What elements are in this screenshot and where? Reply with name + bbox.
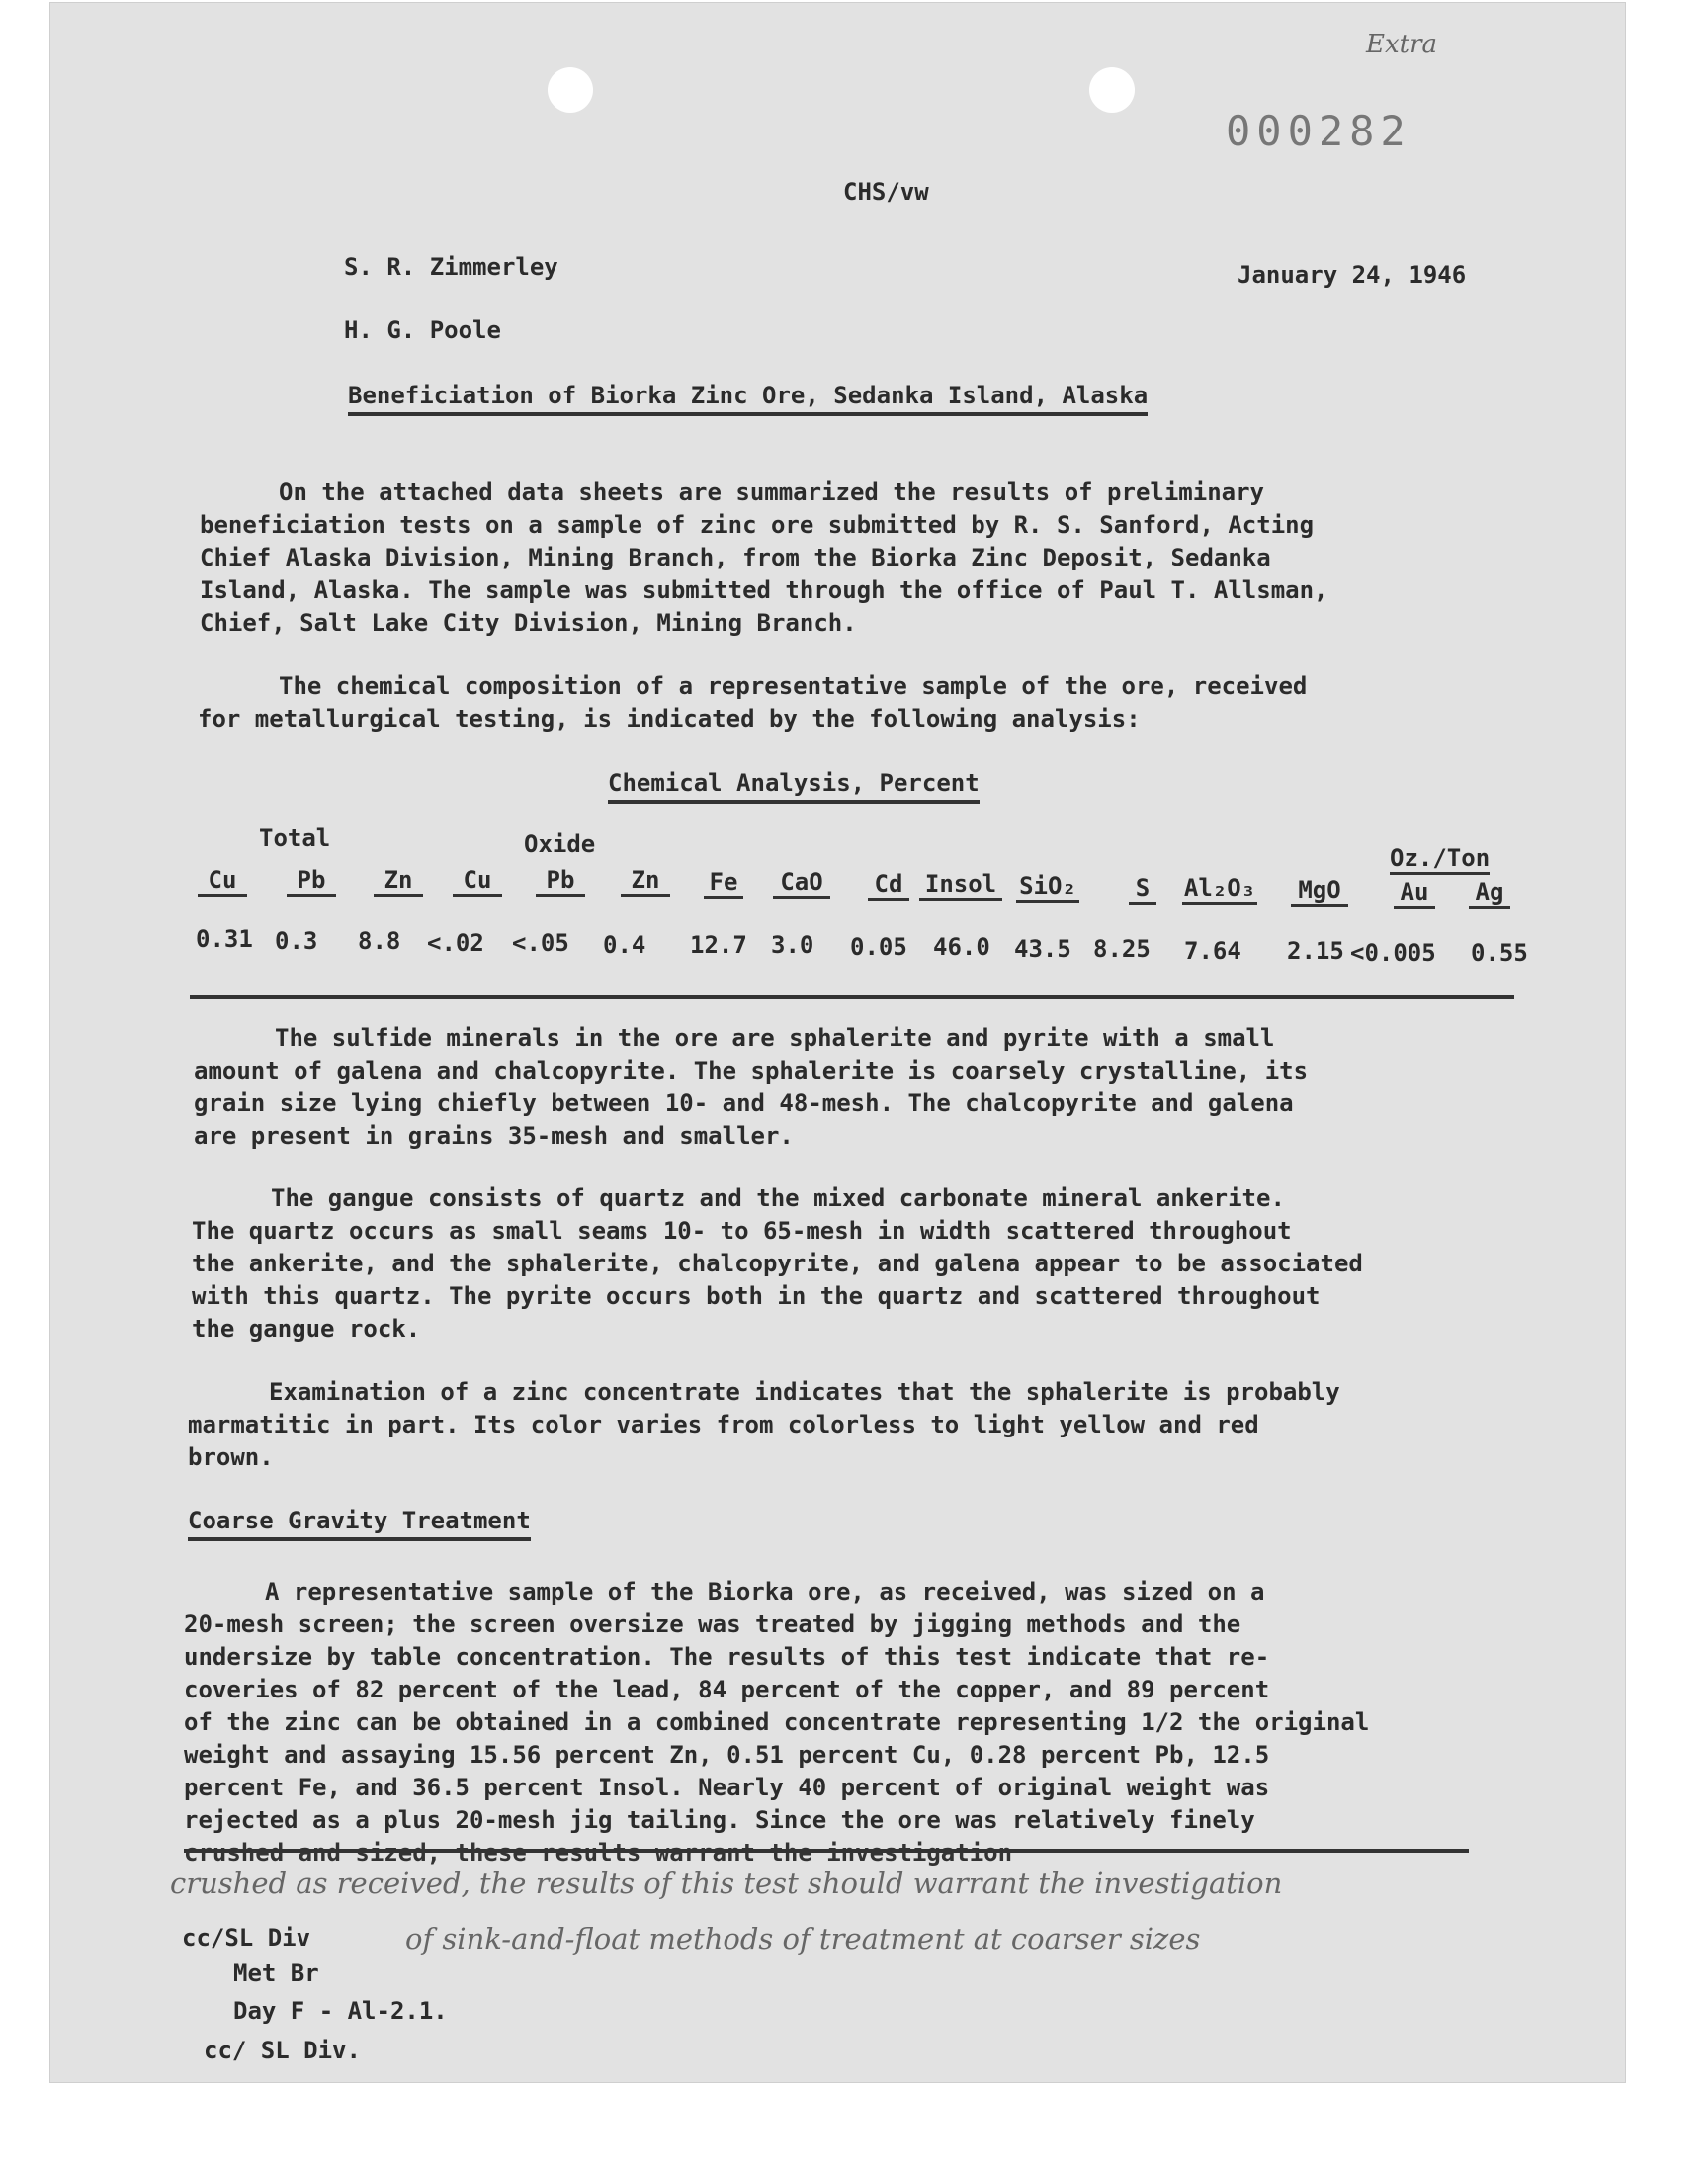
text-line: coveries of 82 percent of the lead, 84 percent of the copper, and 89 percent <box>184 1676 1270 1703</box>
table-rule <box>190 995 1514 999</box>
text-line: brown. <box>188 1443 274 1471</box>
header-cell: Cu <box>198 866 247 897</box>
cc-line-3: Day F - Al-2.1. <box>233 1997 448 2025</box>
text-line: amount of galena and chalcopyrite. The sphalerite is coarsely crystalline, its <box>194 1057 1309 1085</box>
text-line: the ankerite, and the sphalerite, chalcopyrite, and galena appear to be associated <box>192 1250 1363 1277</box>
group-total-label: Total <box>259 825 331 852</box>
text-line: The chemical composition of a representative sample of the ore, received <box>279 672 1308 700</box>
text-line: with this quartz. The pyrite occurs both in the quartz and scattered throughout <box>192 1282 1321 1310</box>
value-cell: 0.55 <box>1471 939 1528 967</box>
paragraph-gravity-treatment <box>184 1576 1369 1870</box>
header-cell: Au <box>1394 878 1435 909</box>
header-cell: Cd <box>868 870 909 901</box>
cc-line-2: Met Br <box>233 1959 319 1987</box>
value-cell: 3.0 <box>771 931 814 959</box>
header-cell: Cu <box>453 866 502 897</box>
document-number: 000282 <box>1226 107 1411 155</box>
header-cell: SiO₂ <box>1016 872 1079 903</box>
margin-note: Extra <box>1366 30 1438 59</box>
text-line: On the attached data sheets are summarized the results of preliminary <box>279 478 1264 506</box>
text-line: Chief Alaska Division, Mining Branch, from the Biorka Zinc Deposit, Sedanka <box>200 544 1271 571</box>
text-line: are present in grains 35-mesh and smaller. <box>194 1122 794 1150</box>
text-line: marmatitic in part. Its color varies from colorless to light yellow and red <box>188 1411 1259 1438</box>
text-line: of the zinc can be obtained in a combined concentrate representing 1/2 the original <box>184 1708 1370 1736</box>
header-cell: Zn <box>621 866 670 897</box>
value-cell: 0.05 <box>850 933 907 961</box>
value-cell: 8.25 <box>1093 935 1151 963</box>
cc-line-1: cc/SL Div <box>182 1924 311 1952</box>
value-cell: 0.4 <box>603 931 646 959</box>
header-cell: Pb <box>287 866 336 897</box>
value-cell: 43.5 <box>1014 935 1071 963</box>
punch-hole-right <box>1089 67 1135 113</box>
paragraph-zinc-concentrate <box>188 1376 1340 1474</box>
paragraph-sulfide-minerals <box>194 1022 1308 1153</box>
handwritten-line-1: crushed as received, the results of this test should warrant the investigation <box>170 1867 1283 1900</box>
text-line: A representative sample of the Biorka ore, as received, was sized on a <box>265 1578 1265 1606</box>
header-cell: Pb <box>536 866 585 897</box>
text-line: for metallurgical testing, is indicated by the following analysis: <box>198 705 1141 733</box>
text-line: Chief, Salt Lake City Division, Mining Branch. <box>200 609 857 637</box>
value-cell: 8.8 <box>358 927 401 955</box>
header-cell: Insol <box>919 870 1002 901</box>
text-line: beneficiation tests on a sample of zinc ore submitted by R. S. Sanford, Acting <box>200 511 1315 539</box>
header-cell: CaO <box>773 868 830 899</box>
punch-hole-left <box>548 67 593 113</box>
value-cell: <0.005 <box>1350 939 1436 967</box>
text-line: Examination of a zinc concentrate indicates that the sphalerite is probably <box>269 1378 1340 1406</box>
value-cell: 7.64 <box>1184 937 1241 965</box>
group-oxide-label: Oxide <box>524 830 596 858</box>
paragraph-composition <box>198 670 1307 736</box>
text-line: percent Fe, and 36.5 percent Insol. Nearly 40 percent of original weight was <box>184 1774 1270 1801</box>
memo-title: Beneficiation of Biorka Zinc Ore, Sedanka Island, Alaska <box>348 382 1148 416</box>
text-line: the gangue rock. <box>192 1315 421 1343</box>
initials: CHS/vw <box>843 178 929 206</box>
header-cell: Al₂O₃ <box>1182 874 1257 905</box>
header-cell: Ag <box>1469 878 1510 909</box>
text-line: rejected as a plus 20-mesh jig tailing. Since the ore was relatively finely <box>184 1806 1255 1834</box>
strikethrough-rule <box>184 1849 1469 1853</box>
section-heading: Coarse Gravity Treatment <box>188 1507 531 1541</box>
memo-date: January 24, 1946 <box>1238 261 1467 289</box>
from-name: S. R. Zimmerley <box>344 253 558 281</box>
value-cell: <.02 <box>427 929 484 957</box>
value-cell: 0.31 <box>196 925 253 953</box>
value-cell: 46.0 <box>933 933 990 961</box>
text-line: undersize by table concentration. The results of this test indicate that re- <box>184 1643 1270 1671</box>
analysis-title: Chemical Analysis, Percent <box>608 769 980 804</box>
text-line: grain size lying chiefly between 10- and 48-mesh. The chalcopyrite and galena <box>194 1089 1294 1117</box>
value-cell: 12.7 <box>690 931 747 959</box>
text-line: The gangue consists of quartz and the mixed carbonate mineral ankerite. <box>271 1184 1285 1212</box>
value-cell: 0.3 <box>275 927 318 955</box>
value-cell: <.05 <box>512 929 569 957</box>
value-cell: 2.15 <box>1287 937 1344 965</box>
header-cell: Zn <box>374 866 423 897</box>
to-name: H. G. Poole <box>344 316 501 344</box>
header-cell: MgO <box>1291 876 1348 907</box>
cc-line-4: cc/ SL Div. <box>204 2037 361 2064</box>
text-line: 20-mesh screen; the screen oversize was treated by jigging methods and the <box>184 1610 1241 1638</box>
text-line: The sulfide minerals in the ore are sphalerite and pyrite with a small <box>275 1024 1275 1052</box>
text-line: The quartz occurs as small seams 10- to 65-mesh in width scattered throughout <box>192 1217 1292 1245</box>
text-line: Island, Alaska. The sample was submitted through the office of Paul T. Allsman, <box>200 576 1328 604</box>
group-oz-label: Oz./Ton <box>1390 844 1490 875</box>
header-cell: Fe <box>704 868 743 899</box>
handwritten-line-2: of sink-and-float methods of treatment at coarser sizes <box>405 1922 1201 1956</box>
paragraph-gangue <box>192 1182 1363 1346</box>
paragraph-intro <box>200 477 1328 640</box>
text-line-struck: crushed and sized, these results warrant the investigation <box>184 1839 1013 1867</box>
text-line: weight and assaying 15.56 percent Zn, 0.51 percent Cu, 0.28 percent Pb, 12.5 <box>184 1741 1270 1769</box>
header-cell: S <box>1129 874 1156 905</box>
